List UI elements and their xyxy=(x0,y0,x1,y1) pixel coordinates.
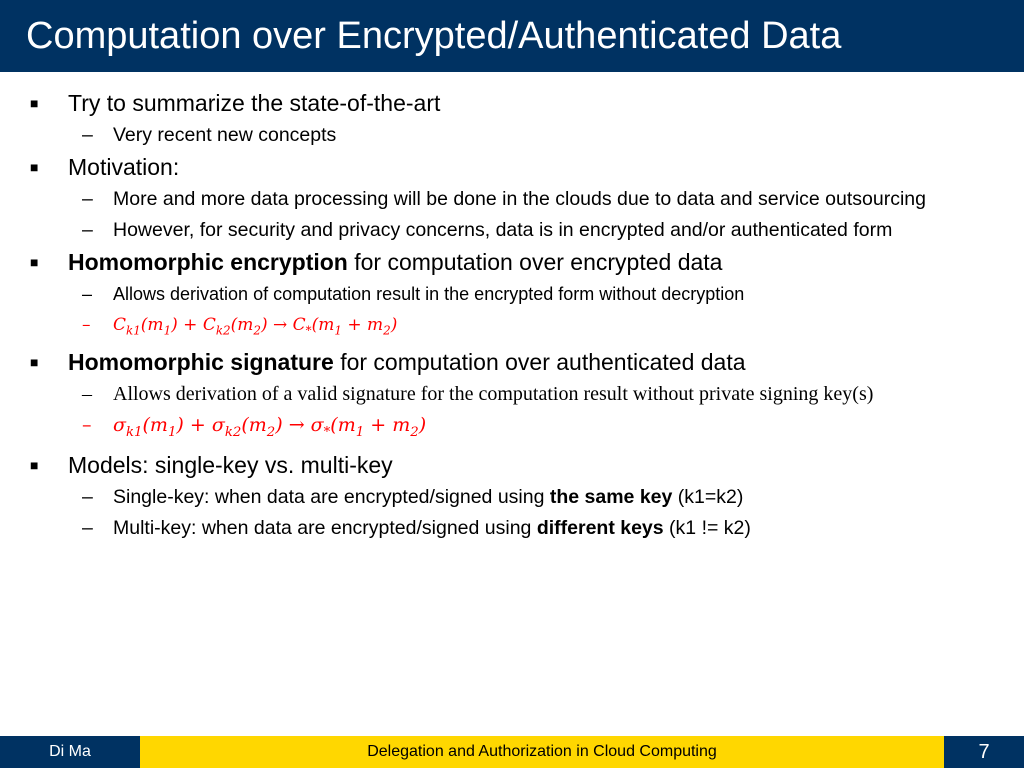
sub-bullet xyxy=(0,483,1024,511)
sub-bullet xyxy=(0,514,1024,542)
dash-bullet-icon: – xyxy=(82,486,93,509)
sub-bullet xyxy=(0,216,1024,244)
footer-course-title: Delegation and Authorization in Cloud Computing xyxy=(367,743,717,760)
dash-bullet-icon: – xyxy=(82,284,93,304)
sub-bullet-text: (k1=k2) xyxy=(672,486,744,509)
bullet-text: for computation over authenticated data xyxy=(333,349,746,376)
bullet-models xyxy=(0,450,1024,480)
bullet-homomorphic-signature xyxy=(0,347,1024,377)
square-bullet-icon: ■ xyxy=(30,95,39,111)
dash-bullet-icon: – xyxy=(82,219,93,241)
dash-bullet-icon: – xyxy=(82,315,91,335)
slide-title: Computation over Encrypted/Authenticated Data xyxy=(26,15,842,57)
encryption-formula xyxy=(0,311,1024,344)
square-bullet-icon: ■ xyxy=(30,159,39,175)
sub-bullet xyxy=(0,121,1024,149)
sub-bullet-text: Single-key: when data are encrypted/signed using xyxy=(113,486,550,509)
sub-bullet-text: (k1 != k2) xyxy=(663,517,751,540)
bullet-text: Try to summarize the state-of-the-art xyxy=(68,90,441,116)
bullet-motivation xyxy=(0,152,1024,182)
sub-bullet xyxy=(0,185,1024,213)
dash-bullet-icon: – xyxy=(82,414,92,437)
sub-bullet-text: Very recent new concepts xyxy=(113,124,337,146)
footer-author: Di Ma xyxy=(0,736,140,768)
sub-bullet xyxy=(0,280,1024,308)
dash-bullet-icon: – xyxy=(82,124,93,146)
bullet-summary xyxy=(0,88,1024,118)
bullet-bold-term: Homomorphic encryption xyxy=(68,249,348,275)
page-number: 7 xyxy=(944,736,1024,768)
bold-term: the same key xyxy=(549,486,673,509)
bullet-homomorphic-encryption xyxy=(0,247,1024,277)
bullet-text: for computation over encrypted data xyxy=(347,249,723,275)
formula-text: $C_{k1}(m_1) + C_{k2}(m_2) \to C_*(m_1 + m_2)$ xyxy=(113,315,398,338)
bullet-text: Models: single-key vs. multi-key xyxy=(68,452,393,479)
square-bullet-icon: ■ xyxy=(30,254,39,270)
bullet-bold-term: Homomorphic signature xyxy=(68,349,334,376)
sub-bullet-text: Allows derivation of a valid signature for the computation result without private signing key(s) xyxy=(113,383,874,406)
bold-term: different keys xyxy=(536,517,664,540)
signature-formula xyxy=(0,411,1024,447)
dash-bullet-icon: – xyxy=(82,517,93,540)
sub-bullet-text: Allows derivation of computation result in the encrypted form without decryption xyxy=(113,284,745,304)
sub-bullet xyxy=(0,380,1024,408)
dash-bullet-icon: – xyxy=(82,188,93,210)
slide-content xyxy=(0,88,1024,545)
dash-bullet-icon: – xyxy=(82,383,92,406)
bullet-text: Motivation: xyxy=(68,154,180,180)
formula-text: $\sigma_{k1}(m_1) + \sigma_{k2}(m_2) \to \sigma_*(m_1 + m_2)$ xyxy=(113,414,427,441)
title-bar xyxy=(0,0,1024,72)
square-bullet-icon: ■ xyxy=(30,457,39,474)
square-bullet-icon: ■ xyxy=(30,354,39,371)
sub-bullet-text: Multi-key: when data are encrypted/signed using xyxy=(113,517,537,540)
sub-bullet-text: However, for security and privacy concerns, data is in encrypted and/or authenticated form xyxy=(113,219,893,241)
footer-bar xyxy=(0,736,1024,768)
sub-bullet-text: More and more data processing will be done in the clouds due to data and service outsourcing xyxy=(113,188,926,210)
